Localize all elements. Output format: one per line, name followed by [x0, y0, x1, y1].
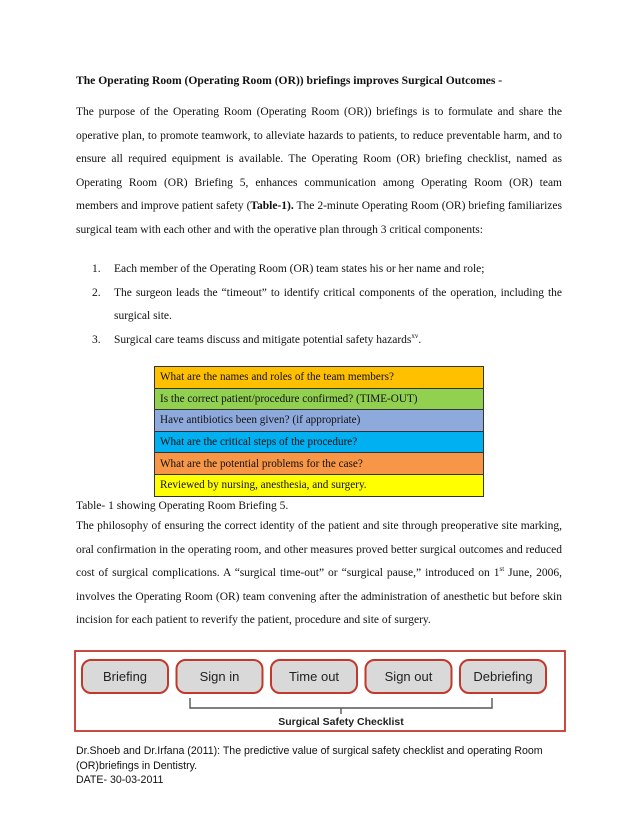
footer-date: DATE- 30-03-2011: [76, 774, 164, 786]
list-item: [92, 329, 562, 353]
step-label: Sign in: [199, 669, 240, 684]
philosophy-text-end: June, 2006, involves the Operating Room (OR) team convening after the administration of anesthetic but before skin incision for each patient to reverify the patient, procedure and site of surgery.: [76, 567, 562, 627]
step-label: Briefing: [102, 669, 148, 684]
footer-citation: [76, 744, 556, 788]
footer-line: Dr.Shoeb and Dr.Irfana (2011): The predictive value of surgical safety checklist and operating Room: [76, 745, 543, 757]
list-number: 3.: [92, 333, 101, 346]
table-row: [155, 367, 484, 389]
briefing-table: [154, 366, 484, 497]
step-label: Time out: [288, 669, 340, 684]
citation-superscript: xv: [411, 331, 419, 340]
list-text-body: Surgical care teams discuss and mitigate potential safety hazards: [114, 333, 412, 346]
table-cell: What are the critical steps of the procedure?: [155, 431, 484, 453]
intro-text-end: The 2-minute Operating Room (OR) briefing familiarizes surgical team with each other and with the operative plan through 3 critical components:: [76, 200, 562, 236]
list-text-tail: .: [418, 333, 422, 346]
section-heading: The Operating Room (Operating Room (OR)) briefings improves Surgical Outcomes -: [76, 74, 503, 87]
table-cell: Is the correct patient/procedure confirmed? (TIME-OUT): [155, 388, 484, 410]
components-list: [92, 258, 562, 352]
table-cell: Reviewed by nursing, anesthesia, and surgery.: [155, 474, 484, 496]
table-row: [155, 474, 484, 496]
list-item: [92, 282, 562, 329]
table-row: [155, 453, 484, 475]
list-text: [114, 329, 562, 353]
list-item: [92, 258, 562, 282]
table-row: [155, 431, 484, 453]
step-label: Sign out: [384, 669, 433, 684]
list-number: 2.: [92, 286, 101, 299]
philosophy-paragraph: [76, 515, 562, 633]
table-caption: Table- 1 showing Operating Room Briefing 5.: [76, 500, 289, 512]
checklist-label: Surgical Safety Checklist: [278, 716, 404, 728]
table-row: [155, 410, 484, 432]
table-cell: What are the potential problems for the case?: [155, 453, 484, 475]
list-text: The surgeon leads the “timeout” to identify critical components of the operation, including the surgical site.: [114, 286, 562, 323]
table-cell: What are the names and roles of the team members?: [155, 367, 484, 389]
step-label: Debriefing: [473, 669, 533, 684]
intro-text-start: The purpose of the Operating Room (Operating Room (OR)) briefings is to formulate and share the operative plan, to promote teamwork, to alleviate hazards to patients, to reduce preventable harm, and to ensure all required equipment is available. The Operating Room (OR) briefing checklist, named as Operating Room (OR) Briefing 5, enhances communication among Operating Room (OR) team members and improve patient safety (: [76, 106, 562, 213]
footer-line: (OR)briefings in Dentistry.: [76, 759, 198, 772]
philosophy-text-start: The philosophy of ensuring the correct identity of the patient and site through preoperative site marking, oral confirmation in the operating room, and other measures proved better surgical outcomes and reduced cost of surgical complications. A “surgical time-out” or “surgical pause,” introduced on 1: [76, 520, 562, 580]
table-cell: Have antibiotics been given? (if appropriate): [155, 410, 484, 432]
intro-paragraph: [76, 101, 562, 243]
list-text: Each member of the Operating Room (OR) team states his or her name and role;: [114, 263, 485, 275]
table-row: [155, 388, 484, 410]
date-superscript: st: [499, 565, 505, 574]
table-reference: Table-1).: [250, 200, 294, 213]
surgical-safety-diagram: [74, 650, 566, 732]
list-number: 1.: [92, 263, 101, 275]
